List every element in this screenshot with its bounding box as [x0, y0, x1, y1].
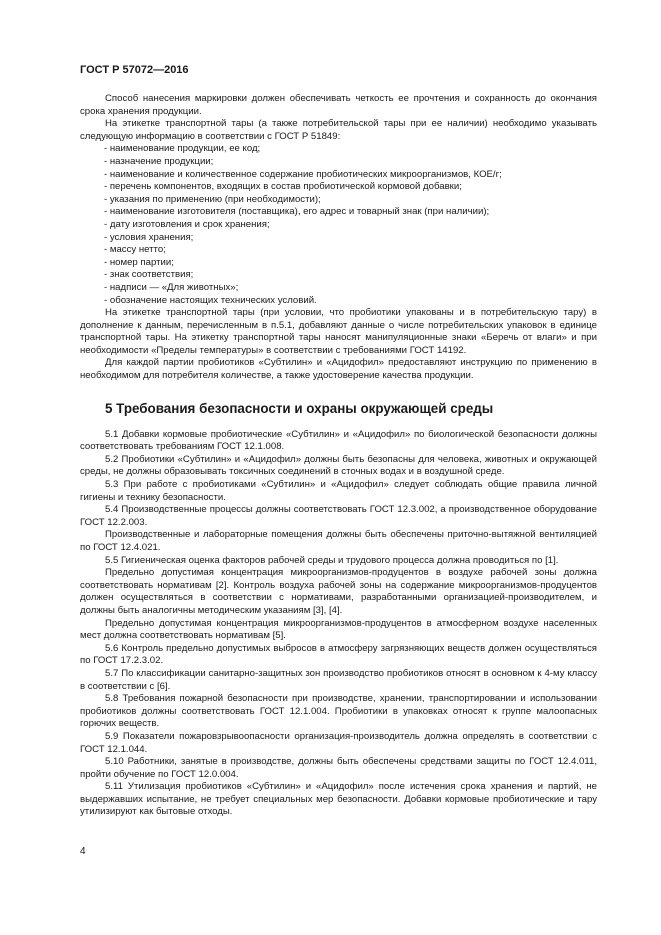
standard-header: ГОСТ Р 57072—2016	[80, 64, 189, 76]
list-item: - номер партии;	[104, 256, 174, 268]
section-paragraph: 5.9 Показатели пожаровзрывоопасности организация-производитель должна определять в соответствии с ГОСТ 12.1.044.	[80, 730, 597, 755]
list-item: - назначение продукции;	[104, 155, 214, 167]
list-item: - указания по применению (при необходимости);	[104, 193, 321, 205]
document-body	[80, 93, 597, 819]
list-item: - условия хранения;	[104, 231, 194, 243]
section-paragraph: Предельно допустимая концентрация микроорганизмов-продуцентов в атмосферном воздухе населенных мест должна соответствовать нормативам [5].	[80, 617, 597, 642]
intro-paragraph: Способ нанесения маркировки должен обеспечивать четкость ее прочтения и сохранность до окончания срока хранения продукции.	[80, 93, 597, 117]
list-item: - знак соответствия;	[104, 269, 194, 281]
section-paragraph: Производственные и лабораторные помещения должны быть обеспечены приточно-вытяжной вентиляцией по ГОСТ 12.4.021.	[80, 529, 597, 553]
list-item: - наименование продукции, ее код;	[104, 143, 261, 155]
list-item: - наименование изготовителя (поставщика), его адрес и товарный знак (при наличии);	[104, 206, 490, 218]
section-paragraph: 5.4 Производственные процессы должны соответствовать ГОСТ 12.3.002, а производственное оборудование ГОСТ 12.2.003.	[80, 504, 597, 528]
label-info-list	[80, 143, 597, 307]
section-paragraph: 5.10 Работники, занятые в производстве, должны быть обеспечены средствами защиты по ГОСТ 12.4.011, пройти обучение по ГОСТ 12.0.004.	[80, 756, 597, 780]
section-paragraph: 5.5 Гигиеническая оценка факторов рабочей среды и трудового процесса должна проводиться по [1].	[105, 554, 559, 566]
section-paragraph: 5.3 При работе с пробиотиками «Субтилин» и «Ацидофил» следует соблюдать общие правила личной гигиены и технику безопасности.	[80, 479, 597, 503]
section-paragraph: 5.1 Добавки кормовые пробиотические «Субтилин» и «Ацидофил» по биологической безопасности должны соответствовать требованиям ГОСТ 12.1.008.	[80, 428, 597, 453]
section-paragraph: 5.11 Утилизация пробиотиков «Субтилин» и «Ацидофил» после истечения срока хранения и партий, не выдержавших испытание, не требует специальных мер безопасности. Добавки кормовые пробиотические и тару утилизируют как бытовые отходы.	[80, 781, 597, 818]
section-paragraph: 5.2 Пробиотики «Субтилин» и «Ацидофил» должны быть безопасны для человека, животных и окружающей среды, не должны образовывать токсичных соединений в сточных водах и в воздушной среде.	[80, 453, 597, 478]
list-item: - массу нетто;	[104, 244, 166, 256]
section-paragraph: Предельно допустимая концентрация микроорганизмов-продуцентов в воздухе рабочей зоны должна соответствовать нормативам [2]. Контроль воздуха рабочей зоны на содержание микроорганизмов-продуцентов должен осуществляться в соответствии с нормативами, разработанными организацией-производителем, и должны быть аналогичны методическим указаниям [3], [4].	[80, 567, 597, 616]
list-item: - перечень компонентов, входящих в состав пробиотической кормовой добавки;	[104, 181, 462, 193]
section-paragraph: 5.6 Контроль предельно допустимых выбросов в атмосферу загрязняющих веществ должен осуществляться по ГОСТ 17.2.3.02.	[80, 642, 597, 667]
list-item: - наименование и количественное содержание пробиотических микроорганизмов, КОЕ/г;	[104, 168, 502, 180]
section-paragraph: 5.7 По классификации санитарно-защитных зон производство пробиотиков относят в основном к 4-му классу в соответствии с [6].	[80, 667, 597, 692]
section-heading: 5 Требования безопасности и охраны окружающей среды	[105, 400, 494, 416]
section-paragraph: 5.8 Требования пожарной безопасности при производстве, хранении, транспортировании и использовании пробиотиков должны соответствовать ГОСТ 12.1.004. Пробиотики в упаковках относят к группе малоопасных горючих веществ.	[80, 693, 597, 730]
list-item: - дату изготовления и срок хранения;	[104, 218, 270, 230]
body-paragraph: На этикетке транспортной тары (при условии, что пробиотики упакованы и в потребительскую тару) в дополнение к данным, перечисленным в п.5.1, добавляют данные о числе потребительских упаковок в единице транспортной тары. На этикетку транспортной тары наносят манипуляционные знаки «Беречь от влаги» и при необходимости «Пределы температуры» в соответствии с требованиями ГОСТ 14192.	[80, 307, 597, 356]
body-paragraph: Для каждой партии пробиотиков «Субтилин» и «Ацидофил» предоставляют инструкцию по применению в необходимом для потребителя количестве, а также удостоверение качества продукции.	[80, 357, 597, 382]
page-number: 4	[80, 846, 86, 857]
list-item: - обозначение настоящих технических условий.	[104, 294, 317, 306]
intro-paragraph: На этикетке транспортной тары (а также потребительской тары при ее наличии) необходимо указывать следующую информацию в соответствии с ГОСТ Р 51849:	[80, 118, 597, 142]
list-item: - надписи — «Для животных»;	[104, 281, 239, 293]
